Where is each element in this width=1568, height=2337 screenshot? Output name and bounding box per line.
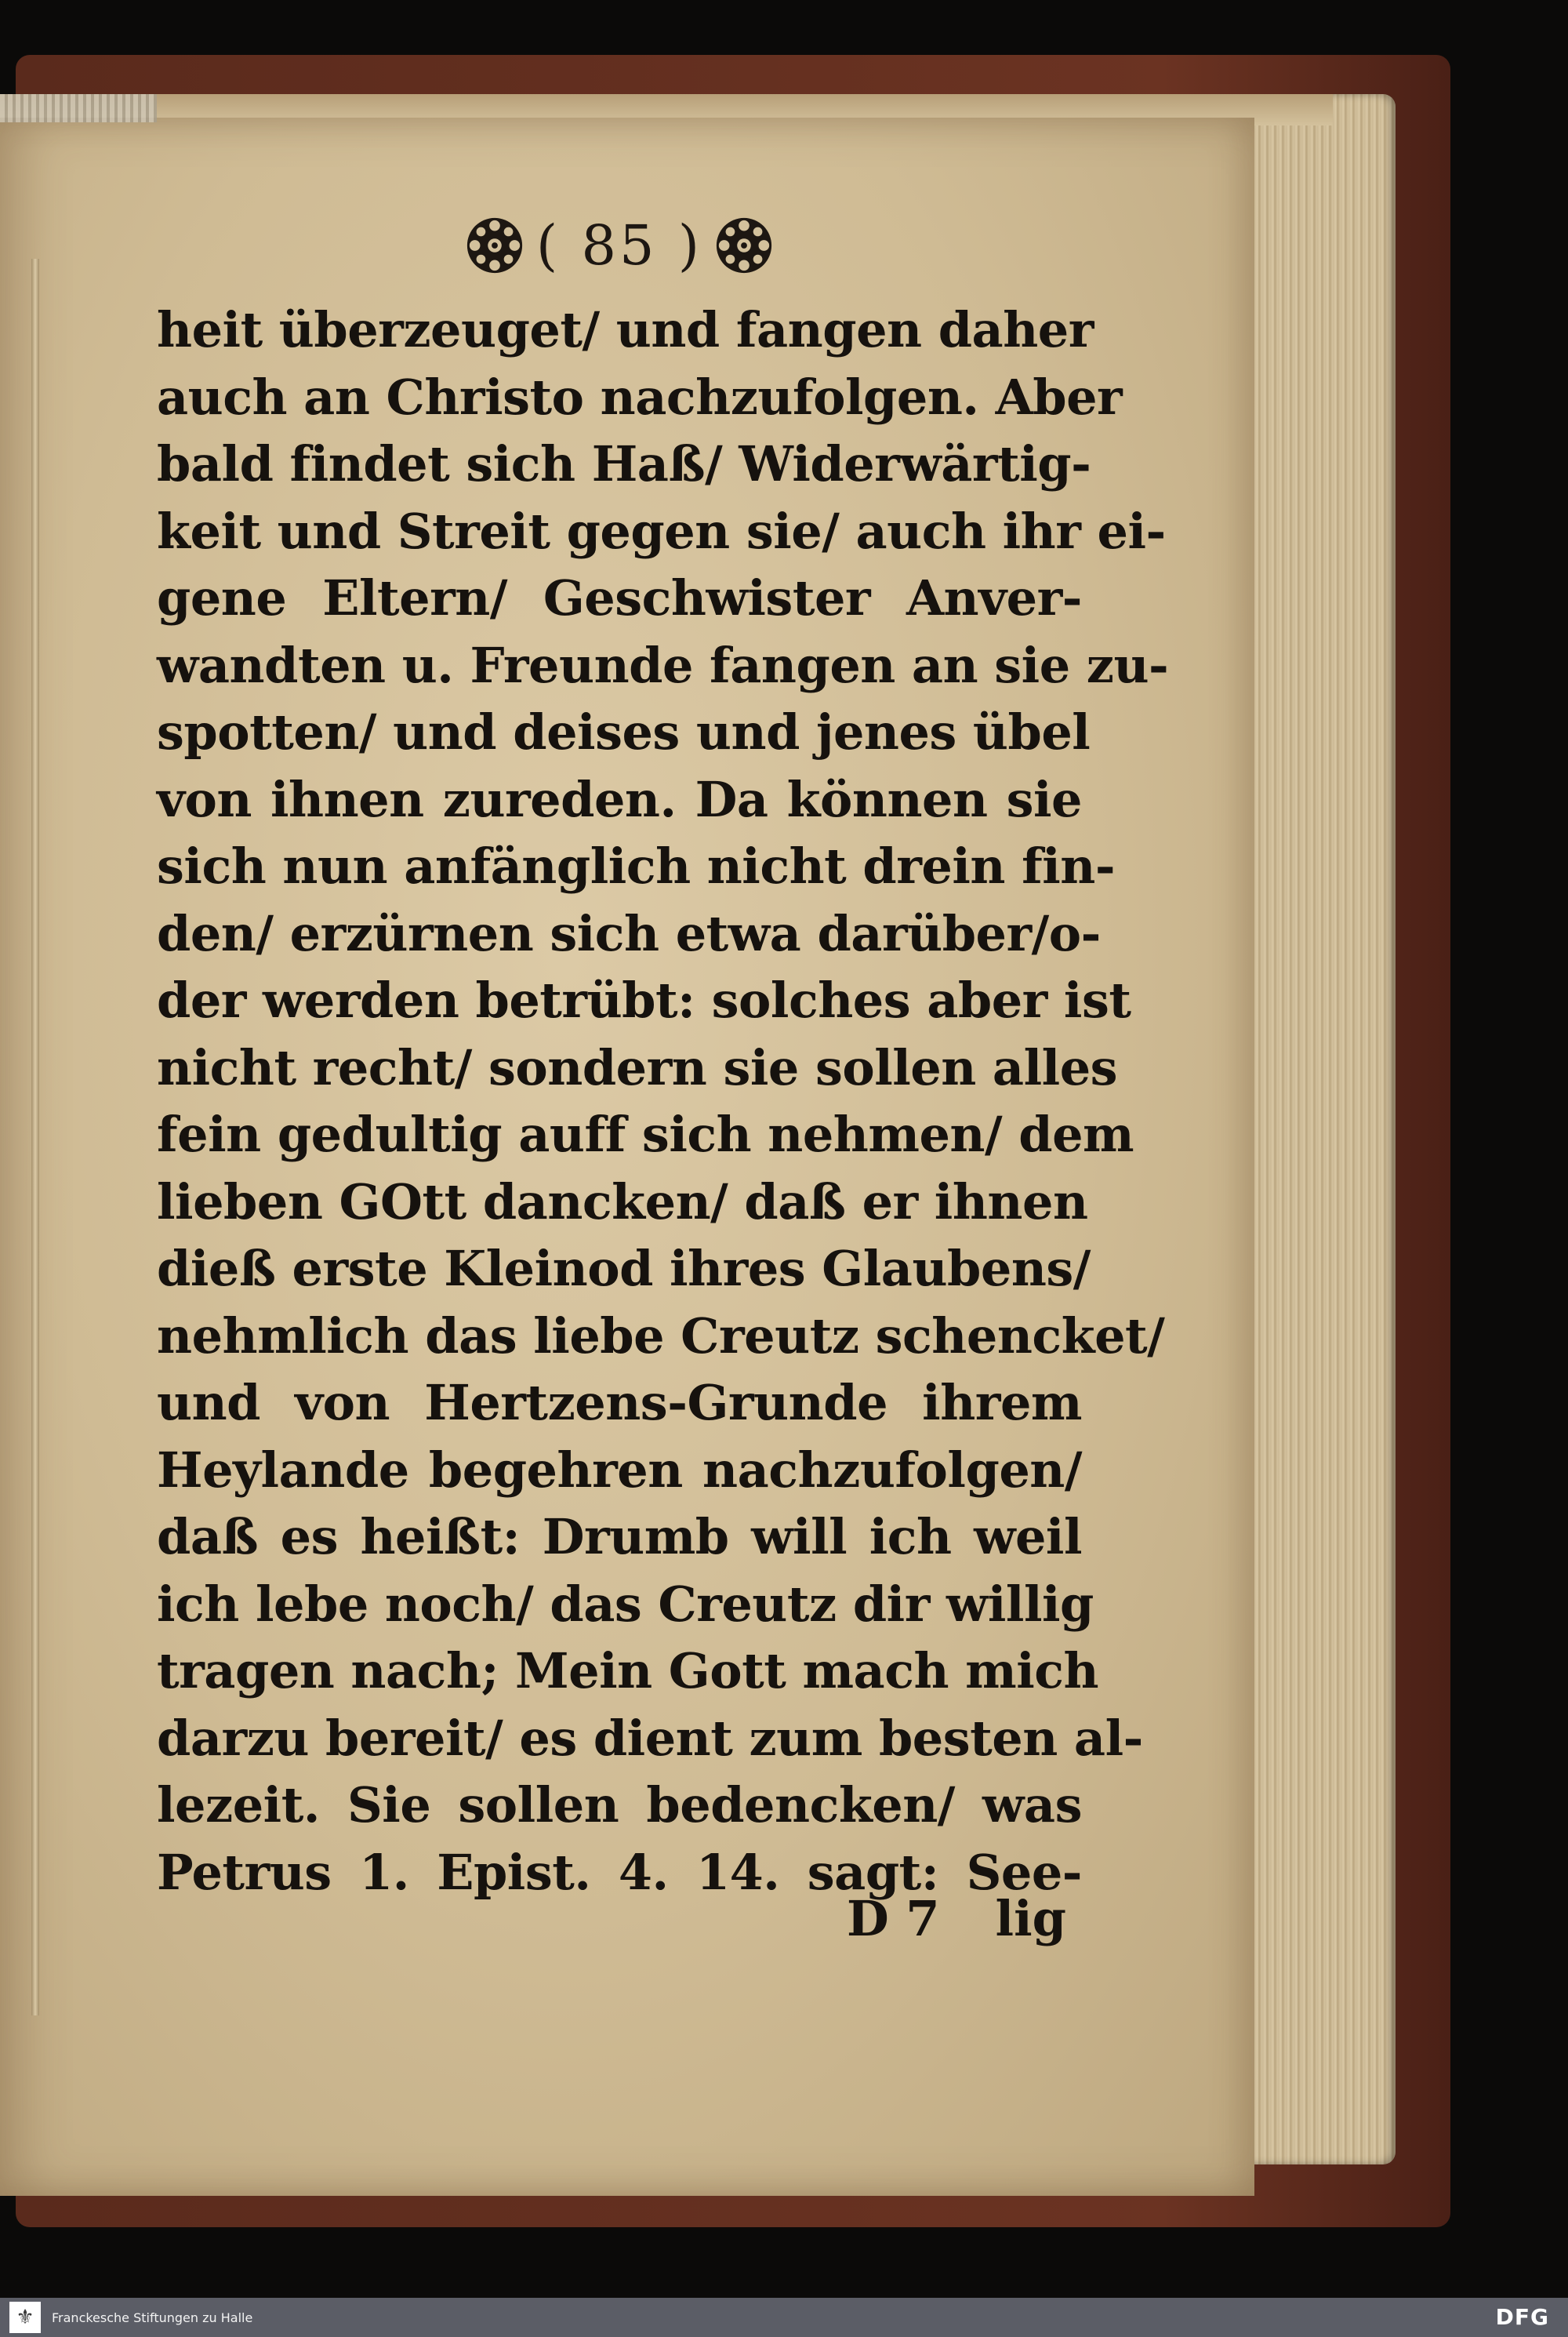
text-line: bald findet sich Haß/ Widerwärtig- [157,435,1091,492]
text-line: fein gedultig auff sich nehmen/ dem [157,1106,1134,1163]
text-line: lieben GOtt dancken/ daß er ihnen [157,1172,1088,1230]
body-text [157,296,1169,1906]
signature-mark: D 7 [847,1890,940,1947]
institution-logo-icon: ⚜ [9,2302,41,2333]
text-line: daß es heißt: Drumb will ich weil [157,1508,1082,1565]
text-line: auch an Christo nachzufolgen. Aber [157,368,1123,426]
text-line: gene Eltern/ Geschwister Anver- [157,569,1082,627]
text-line: wandten u. Freunde fangen an sie zu- [157,636,1169,694]
text-line: und von Hertzens-Grunde ihrem [157,1374,1082,1431]
rosette-ornament-icon [464,215,525,276]
institution-name: Franckesche Stiftungen zu Halle [52,2310,253,2325]
text-line: lezeit. Sie sollen bedencken/ was [157,1776,1082,1834]
text-line: von ihnen zureden. Da können sie [157,770,1082,828]
text-line: nehmlich das liebe Creutz schencket/ [157,1307,1165,1365]
page-number: ( 85 ) [535,213,703,278]
page-gutter [31,259,39,2015]
viewer-footer [0,2298,1568,2337]
binding-thread [0,94,157,122]
text-line: ich lebe noch/ das Creutz dir willig [157,1575,1094,1633]
text-line: nicht recht/ sondern sie sollen alles [157,1038,1118,1096]
text-line: Petrus 1. Epist. 4. 14. sagt: See- [157,1843,1082,1901]
text-line: dieß erste Kleinod ihres Glaubens/ [157,1240,1091,1297]
text-line: sich nun anfänglich nicht drein fin- [157,838,1116,895]
text-line: spotten/ und deises und jenes übel [157,703,1091,761]
text-line: heit überzeuget/ und fangen daher [157,301,1094,358]
page-header [455,210,784,281]
text-line: tragen nach; Mein Gott mach mich [157,1642,1099,1699]
page-footer-line [157,1890,1082,1961]
rosette-ornament-icon [713,215,775,276]
text-line: der werden betrübt: solches aber ist [157,972,1131,1029]
text-line: Heylande begehren nachzufolgen/ [157,1441,1082,1499]
text-line: darzu bereit/ es dient zum besten al- [157,1709,1143,1767]
dfg-logo: DFG [1495,2304,1549,2330]
catchword: lig [995,1890,1066,1947]
text-line: den/ erzürnen sich etwa darüber/o- [157,904,1101,962]
text-line: keit und Streit gegen sie/ auch ihr ei- [157,502,1166,560]
